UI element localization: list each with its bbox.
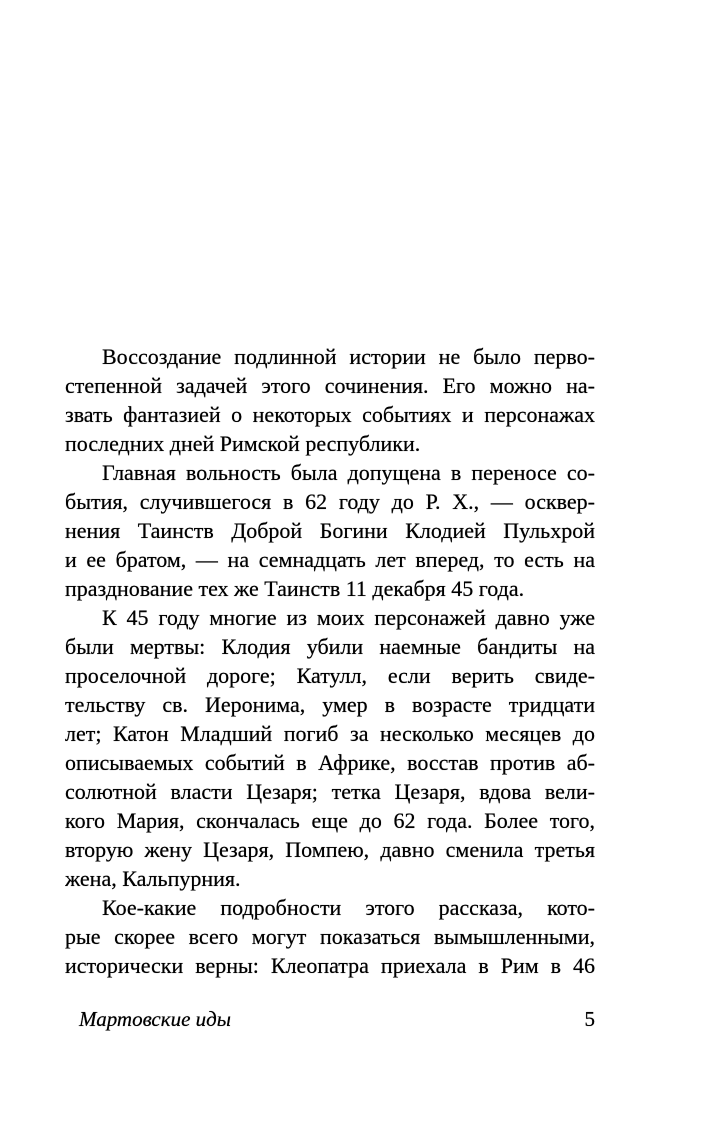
text-line: степенной задачей этого сочинения. Его можно на- (65, 373, 595, 398)
text-line: празднование тех же Таинств 11 декабря 45 года. (65, 576, 525, 601)
text-line: описываемых событий в Африке, восстав против аб- (65, 750, 595, 775)
paragraph (65, 342, 595, 458)
text-line: звать фантазией о некоторых событиях и персонажах (65, 402, 595, 427)
page-body-text (65, 342, 595, 980)
text-line: Главная вольность была допущена в переносе со- (102, 460, 595, 485)
text-line: и ее братом, — на семнадцать лет вперед, то есть на (65, 547, 595, 572)
text-line: исторически верны: Клеопатра приехала в Рим в 46 (65, 953, 595, 978)
page-footer (65, 1006, 595, 1032)
text-line: К 45 году многие из моих персонажей давно уже (102, 605, 595, 630)
text-line: солютной власти Цезаря; тетка Цезаря, вдова вели- (65, 779, 595, 804)
text-line: тельству св. Иеронима, умер в возрасте тридцати (65, 692, 595, 717)
text-line: Кое-какие подробности этого рассказа, кото- (102, 895, 595, 920)
running-title: Мартовские иды (79, 1007, 231, 1031)
text-line: вторую жену Цезаря, Помпею, давно сменила третья (65, 837, 595, 862)
text-line: бытия, случившегося в 62 году до Р. Х., — осквер- (65, 489, 595, 514)
text-line: кого Мария, скончалась еще до 62 года. Более того, (65, 808, 595, 833)
text-line: последних дней Римской республики. (65, 431, 421, 456)
paragraph (65, 603, 595, 893)
text-line: жена, Кальпурния. (65, 866, 241, 891)
paragraph (65, 893, 595, 980)
page-number: 5 (584, 1007, 595, 1031)
text-line: Воссоздание подлинной истории не было перво- (102, 344, 595, 369)
text-line: лет; Катон Младший погиб за несколько месяцев до (65, 721, 595, 746)
text-line: нения Таинств Доброй Богини Клодией Пульхрой (65, 518, 595, 543)
text-line: рые скорее всего могут показаться вымышленными, (65, 924, 595, 949)
text-line: были мертвы: Клодия убили наемные бандиты на (65, 634, 595, 659)
text-line: проселочной дороге; Катулл, если верить свиде- (65, 663, 595, 688)
paragraph (65, 458, 595, 603)
